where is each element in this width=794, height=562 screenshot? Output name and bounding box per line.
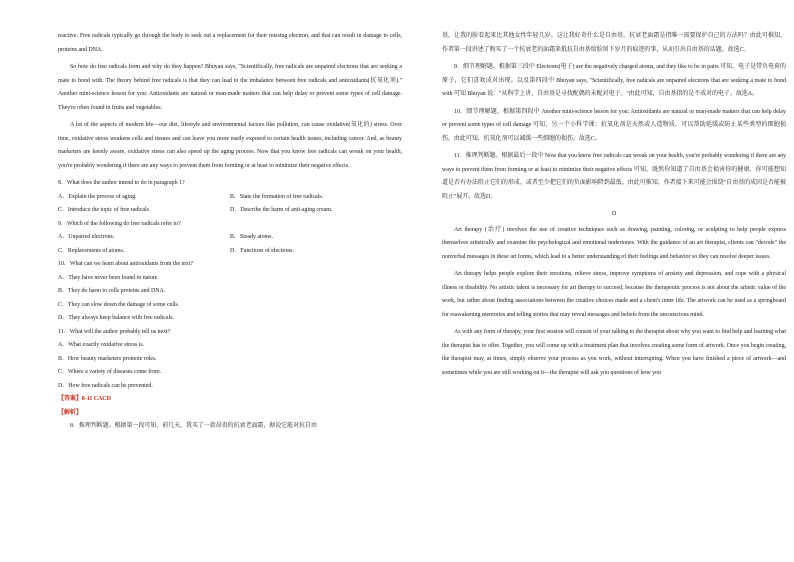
option-8c: C．Introduce the topic of free radicals [58,207,149,213]
passage-d-paragraph-2: Art therapy helps people explore their emotions, relieve stress, improve symptoms of anxiety and depression, and cope with a physical illness or disability. No artistic talent is necessary for art therapy to succeed, because the therapeutic process is not about the artistic value of the work, but rather about finding associations between the creative choices made and a client's inner life. The artwork can be used as a springboard for reawakening memories and telling stories that may reveal messages and beliefs from the unconscious mind. [442,271,786,318]
explanation-10: 10．细节理解题。根据第四段中 Another mini-science lesson for you: Antioxidants are natural or man-made matters that can help delay or prevent some types of cell damage 可知，另一个小科学课：抗氧化剂是天然或人造物质，可以帮助延缓或防止某些类型的细胞损伤。由此可知，抗氧化剂可以减缓一些细胞的损伤。故选C。 [442,108,786,142]
question-8: 8．What does the author intend to do in paragraph 1? [58,180,185,186]
option-8d: D．Describe the harm of anti-aging cream. [230,207,333,213]
option-11d: D．How free radicals can be prevented. [58,382,153,389]
question-8-options-row-1 [58,191,402,205]
explanation-8-continued: 基，让我的脸看起来比其他女性年轻几岁。这让我好奇什么是自由基。抗衰老面霜是指唯一需要保护自己的方法吗？由此可推知，作者第一段讲述了购买了一个抗衰老的面霜来抵抗自由基给脸留下岁月的痕迹的事，从而引出自由基的话题。故选C。 [442,33,786,53]
explanation-8: 8．推理判断题。根据第一段可知，前几天，我买了一款昂贵的抗衰老面霜，据说它能对抗自由 [70,423,317,429]
passage-d-paragraph-3: As with any form of therapy, your first session will consist of your talking to the therapist about why you want to find help and learning what the therapist has to offer. Together, you will come up with a treatment plan that involves creating some form of artwork. Once you begin creating, the therapist may, at times, simply observe your process as you work, without interrupting. When you have finished a piece of artwork—and sometimes while you are still working on it—the therapist will ask you questions of how you [442,329,786,376]
passage-paragraph-3: A lot of the aspects of modern life—our diet, lifestyle and environmental factors like pollution, can cause oxidative(氧化的) stress. Over time, oxidative stress weakens cells and tissues and can leave you more easily exposed to certain health issues, including cancer. And, as beauty marketers are keenly aware, oxidative stress can also speed up the aging process. Now that you know free radicals can wreak on your health, you're probably wondering if there are any ways to prevent them from forming or at least to minimize their negative effects. [58,122,402,169]
option-9b: B．Steady atoms. [230,234,273,240]
option-9c: C．Replacements of atoms. [58,247,125,254]
question-10: 10．What can we learn about antioxidants from the text? [58,261,193,267]
question-8-options-row-2 [58,204,402,218]
option-8b: B．State the formation of free radicals. [230,193,324,200]
analysis-label: 【解析】 [58,409,82,416]
question-9-options-row-2 [58,245,402,259]
option-9d: D．Functions of electrons. [230,247,294,254]
question-9: 9．Which of the following do free radicals refer to? [58,220,181,227]
passage-paragraph-2: So how do free radicals form and why do they happen? Bhuyan says, "Scientifically, free radicals are unpaired electrons that are seeking a mate to bond with. The theory behind free radicals is that they can lead to the imbalance between free radicals and antioxidants(抗氧化剂)." Another mini-science lesson for you: Antioxidants are natural or man-made matters that can help delay or prevent some types of cell damage. They're often found in fruits and vegetables. [58,64,402,111]
option-10b: B．They do harm to cells proteins and DNA. [58,288,166,294]
section-heading-d: D [611,211,617,217]
passage-d-paragraph-1: Art therapy (治疗) involves the use of creative techniques such as drawing, painting, coloring, or sculpting to help people express themselves artistically and examine the psychological and emotional undertones. With the guidance of an art therapist, clients can "decode" the nonverbal messages in these art forms, which lead to a better understanding of their feelings and behavior so they can resolve deeper issues. [442,226,786,260]
option-11b: B．How beauty marketers promote roles. [58,355,157,362]
option-11a: A．What exactly oxidative stress is. [58,342,145,348]
option-11c: C．Where a variety of diseases come from. [58,369,162,375]
option-9a: A．Unpaired electrons. [58,234,115,240]
right-column [442,30,786,384]
option-10d: D．They always keep balance with free radicals. [58,315,174,321]
answer-key: 【答案】8-11 CACD [58,396,111,402]
question-9-options-row-1 [58,231,402,245]
passage-paragraph-1: reactive. Free radicals typically go through the body to seek out a replacement for their missing electron, and that can result in damage to cells, proteins and DNA. [58,33,402,53]
left-column [58,30,402,438]
option-10c: C．They can slow down the damage of some cells. [58,301,180,308]
option-8a: A．Explain the process of aging. [58,193,137,200]
option-10a: A．They have never been found in nature. [58,274,159,281]
explanation-11: 11．推理判断题。根据最后一段中 Now that you know free radicals can wreak on your health, you're probably wondering if there are any ways to prevent them from forming or at least to minimize their negative effects 可知，既然你知道了自由基会损害你的健康，你可能想知道是否有办法阻止它们的形成，或者至少把它们的负面影响降到最低。由此可推知，作者接下来可能会围绕"自由基的成因是否能被阻止"展开。故选D。 [442,153,786,200]
question-11: 11．What will the author probably tell us next? [58,328,171,335]
explanation-9: 9．细节理解题。根据第三段中 Electrons(电子) are the negatively charged atoms, and they like to be in pairs 可知，电子是带负电荷的原子，它们喜欢成对出现。以及第四段中 Bhuyan says, "Scientifically, free radicals are unpaired electrons that are seeking a mate to bond with 可知 Bhuyan 说："从科学上讲，自由基是寻找配偶的未配对电子。"由此可知，自由基指的是不成对的电子。故选A。 [442,64,786,97]
